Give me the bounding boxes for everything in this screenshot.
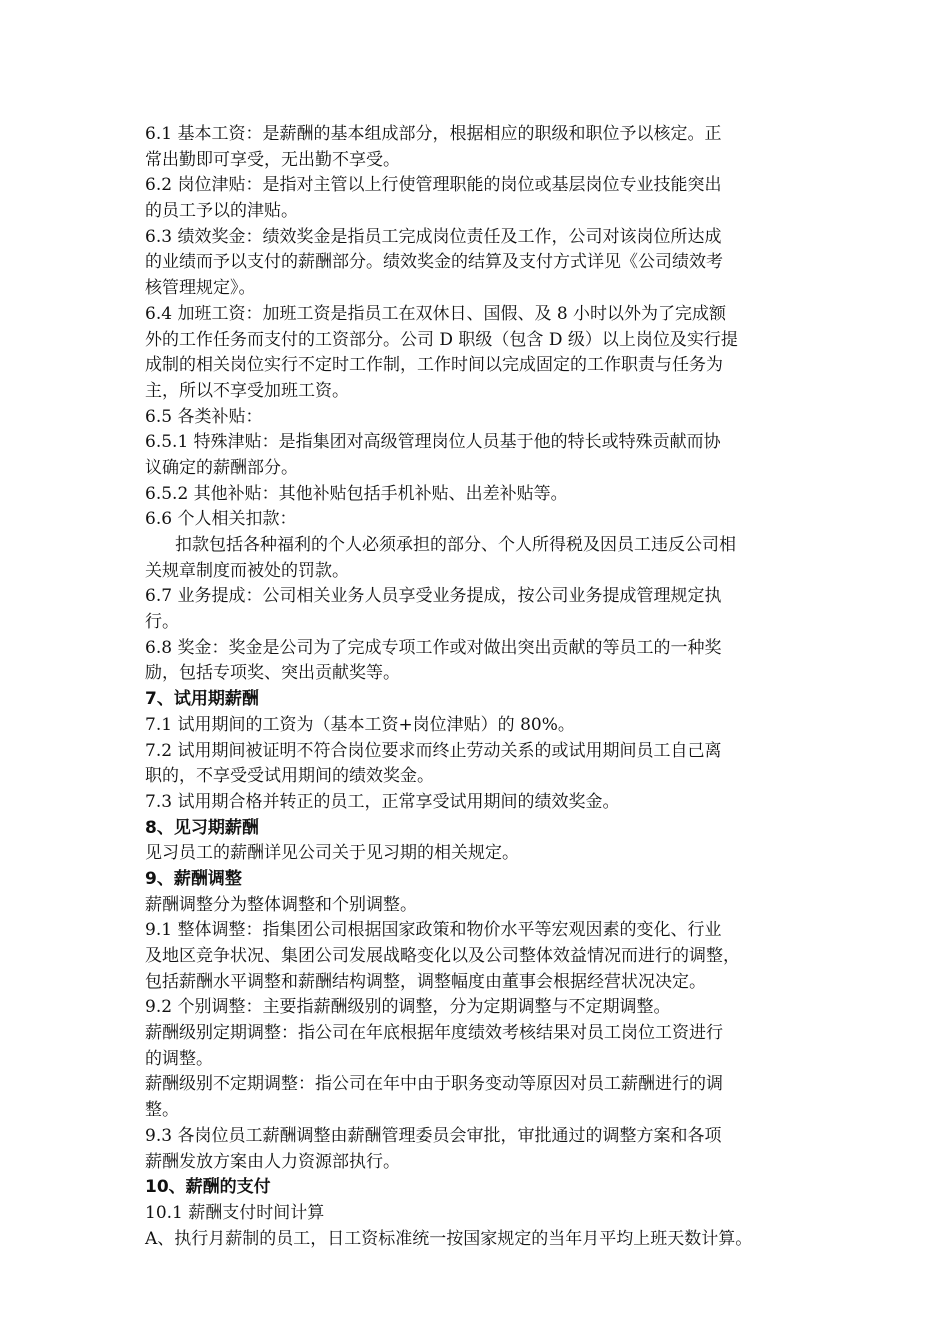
text-line: 7.1 试用期间的工资为（基本工资+岗位津贴）的 80%。 bbox=[145, 714, 575, 735]
text-line: 扣款包括各种福利的个人必须承担的部分、个人所得税及因员工违反公司相 bbox=[175, 535, 736, 555]
text-line: 6.5 各类补贴： bbox=[145, 406, 263, 427]
text-line: 10.1 薪酬支付时间计算 bbox=[145, 1202, 325, 1223]
text-line: 6.2 岗位津贴：是指对主管以上行使管理职能的岗位或基层岗位专业技能突出 bbox=[145, 175, 722, 196]
text-line: 6.3 绩效奖金：绩效奖金是指员工完成岗位责任及工作，公司对该岗位所达成 bbox=[145, 226, 722, 247]
text-line: 常出勤即可享受，无出勤不享受。 bbox=[145, 149, 400, 170]
text-line: 6.4 加班工资：加班工资是指员工在双休日、国假、及 8 小时以外为了完成额 bbox=[145, 303, 727, 324]
text-line: 6.5.1 特殊津贴：是指集团对高级管理岗位人员基于他的特长或特殊贡献而协 bbox=[145, 432, 721, 453]
text-line: 行。 bbox=[145, 612, 179, 633]
text-line: 7.3 试用期合格并转正的员工，正常享受试用期间的绩效奖金。 bbox=[145, 791, 620, 812]
text-line: 成制的相关岗位实行不定时工作制，工作时间以完成固定的工作职责与任务为 bbox=[145, 355, 723, 376]
section-heading: 8、见习期薪酬 bbox=[145, 817, 259, 838]
text-line: 关规章制度而被处的罚款。 bbox=[145, 560, 349, 581]
text-line: 主，所以不享受加班工资。 bbox=[145, 380, 349, 401]
document-page bbox=[145, 122, 825, 1252]
text-line: 薪酬级别定期调整：指公司在年底根据年度绩效考核结果对员工岗位工资进行 bbox=[145, 1023, 723, 1044]
section-heading: 10、薪酬的支付 bbox=[145, 1177, 271, 1198]
text-line: 见习员工的薪酬详见公司关于见习期的相关规定。 bbox=[145, 843, 519, 864]
text-line: 9.3 各岗位员工薪酬调整由薪酬管理委员会审批，审批通过的调整方案和各项 bbox=[145, 1125, 722, 1146]
text-line: 6.8 奖金：奖金是公司为了完成专项工作或对做出突出贡献的等员工的一种奖 bbox=[145, 637, 722, 658]
text-line: 外的工作任务而支付的工资部分。公司 D 职级（包含 D 级）以上岗位及实行提 bbox=[145, 329, 738, 350]
text-line: A、执行月薪制的员工，日工资标准统一按国家规定的当年月平均上班天数计算。 bbox=[145, 1228, 753, 1249]
text-line: 核管理规定》。 bbox=[145, 278, 256, 299]
text-line: 职的，不享受受试用期间的绩效奖金。 bbox=[145, 766, 434, 787]
text-line: 及地区竞争状况、集团公司发展战略变化以及公司整体效益情况而进行的调整， bbox=[145, 946, 740, 966]
text-line: 包括薪酬水平调整和薪酬结构调整，调整幅度由董事会根据经营状况决定。 bbox=[145, 971, 706, 992]
text-line: 励，包括专项奖、突出贡献奖等。 bbox=[145, 663, 400, 684]
text-line: 的员工予以的津贴。 bbox=[145, 201, 298, 222]
text-line: 7.2 试用期间被证明不符合岗位要求而终止劳动关系的或试用期间员工自己离 bbox=[145, 740, 722, 761]
section-heading: 7、试用期薪酬 bbox=[145, 689, 259, 710]
text-line: 薪酬发放方案由人力资源部执行。 bbox=[145, 1151, 400, 1172]
text-line: 薪酬级别不定期调整：指公司在年中由于职务变动等原因对员工薪酬进行的调 bbox=[145, 1074, 723, 1095]
text-line: 薪酬调整分为整体调整和个别调整。 bbox=[145, 894, 417, 915]
text-line: 的调整。 bbox=[145, 1048, 213, 1069]
text-line: 9.2 个别调整：主要指薪酬级别的调整，分为定期调整与不定期调整。 bbox=[145, 997, 671, 1018]
text-line: 6.5.2 其他补贴：其他补贴包括手机补贴、出差补贴等。 bbox=[145, 483, 568, 504]
text-line: 6.6 个人相关扣款： bbox=[145, 509, 297, 530]
text-line: 6.1 基本工资：是薪酬的基本组成部分，根据相应的职级和职位予以核定。正 bbox=[145, 124, 722, 144]
text-line: 整。 bbox=[145, 1100, 179, 1121]
text-line: 的业绩而予以支付的薪酬部分。绩效奖金的结算及支付方式详见《公司绩效考 bbox=[145, 252, 723, 273]
text-line: 议确定的薪酬部分。 bbox=[145, 457, 298, 478]
section-heading: 9、薪酬调整 bbox=[145, 868, 242, 889]
text-line: 6.7 业务提成：公司相关业务人员享受业务提成，按公司业务提成管理规定执 bbox=[145, 586, 722, 607]
text-line: 9.1 整体调整：指集团公司根据国家政策和物价水平等宏观因素的变化、行业 bbox=[145, 920, 722, 941]
